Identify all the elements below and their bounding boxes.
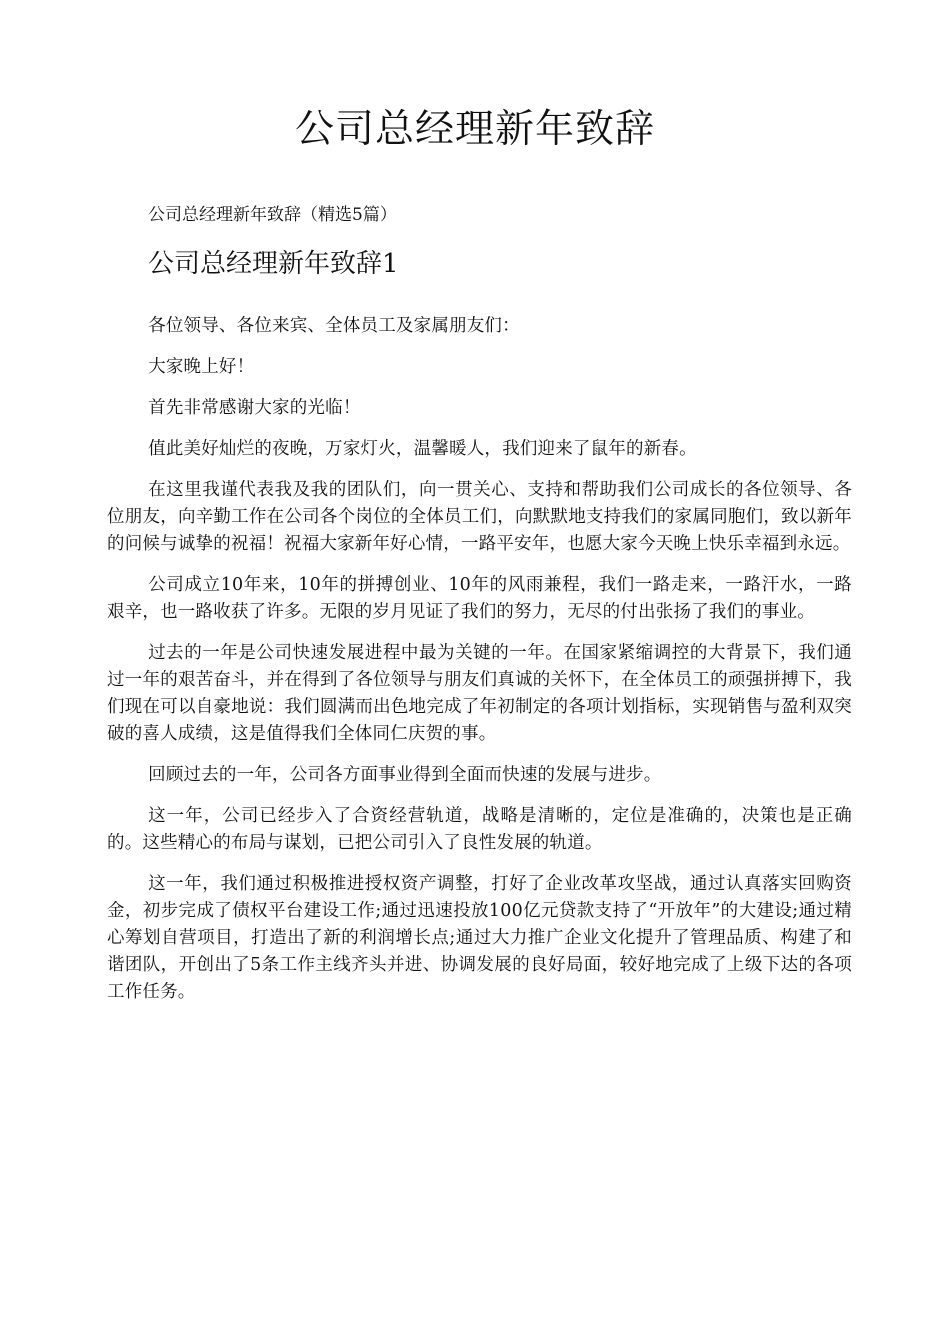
paragraph: 值此美好灿烂的夜晚，万家灯火，温馨暖人，我们迎来了鼠年的新春。 bbox=[148, 439, 697, 459]
paragraph: 大家晚上好！ bbox=[148, 357, 255, 377]
paragraph-greeting: 各位领导、各位来宾、全体员工及家属朋友们： bbox=[148, 316, 520, 336]
paragraph: 首先非常感谢大家的光临！ bbox=[148, 398, 361, 418]
document-title: 公司总经理新年致辞 bbox=[294, 107, 655, 152]
document-subtitle: 公司总经理新年致辞（精选5篇） bbox=[148, 205, 397, 225]
paragraph: 公司成立10年来，10年的拼搏创业、10年的风雨兼程，我们一路走来，一路汗水，一路艰辛，也一路收获了许多。无限的岁月见证了我们的努力，无尽的付出张扬了我们的事业。 bbox=[107, 575, 852, 622]
paragraph: 在这里我谨代表我及我的团队们，向一贯关心、支持和帮助我们公司成长的各位领导、各位朋友，向辛勤工作在公司各个岗位的全体员工们，向默默地支持我们的家属同胞们，致以新年的问候与诚挚的祝福！祝福大家新年好心情，一路平安年，也愿大家今天晚上快乐幸福到永远。 bbox=[107, 480, 852, 554]
paragraph: 过去的一年是公司快速发展进程中最为关键的一年。在国家紧缩调控的大背景下，我们通过一年的艰苦奋斗，并在得到了各位领导与朋友们真诚的关怀下，在全体员工的顽强拼搏下，我们现在可以自豪地说：我们圆满而出色地完成了年初制定的各项计划指标，实现销售与盈利双突破的喜人成绩，这是值得我们全体同仁庆贺的事。 bbox=[107, 643, 852, 744]
paragraph: 这一年，公司已经步入了合资经营轨道，战略是清晰的，定位是准确的，决策也是正确的。这些精心的布局与谋划，已把公司引入了良性发展的轨道。 bbox=[107, 806, 852, 853]
document-body bbox=[107, 313, 852, 1020]
paragraph: 回顾过去的一年，公司各方面事业得到全面而快速的发展与进步。 bbox=[148, 765, 662, 785]
paragraph: 这一年，我们通过积极推进授权资产调整，打好了企业改革攻坚战，通过认真落实回购资金，初步完成了债权平台建设工作;通过迅速投放100亿元贷款支持了“开放年”的大建设;通过精心筹划自营项目，打造出了新的利润增长点;通过大力推广企业文化提升了管理品质、构建了和谐团队，开创出了5条工作主线齐头并进、协调发展的良好局面，较好地完成了上级下达的各项工作任务。 bbox=[107, 874, 852, 1002]
section-heading: 公司总经理新年致辞1 bbox=[148, 249, 399, 279]
